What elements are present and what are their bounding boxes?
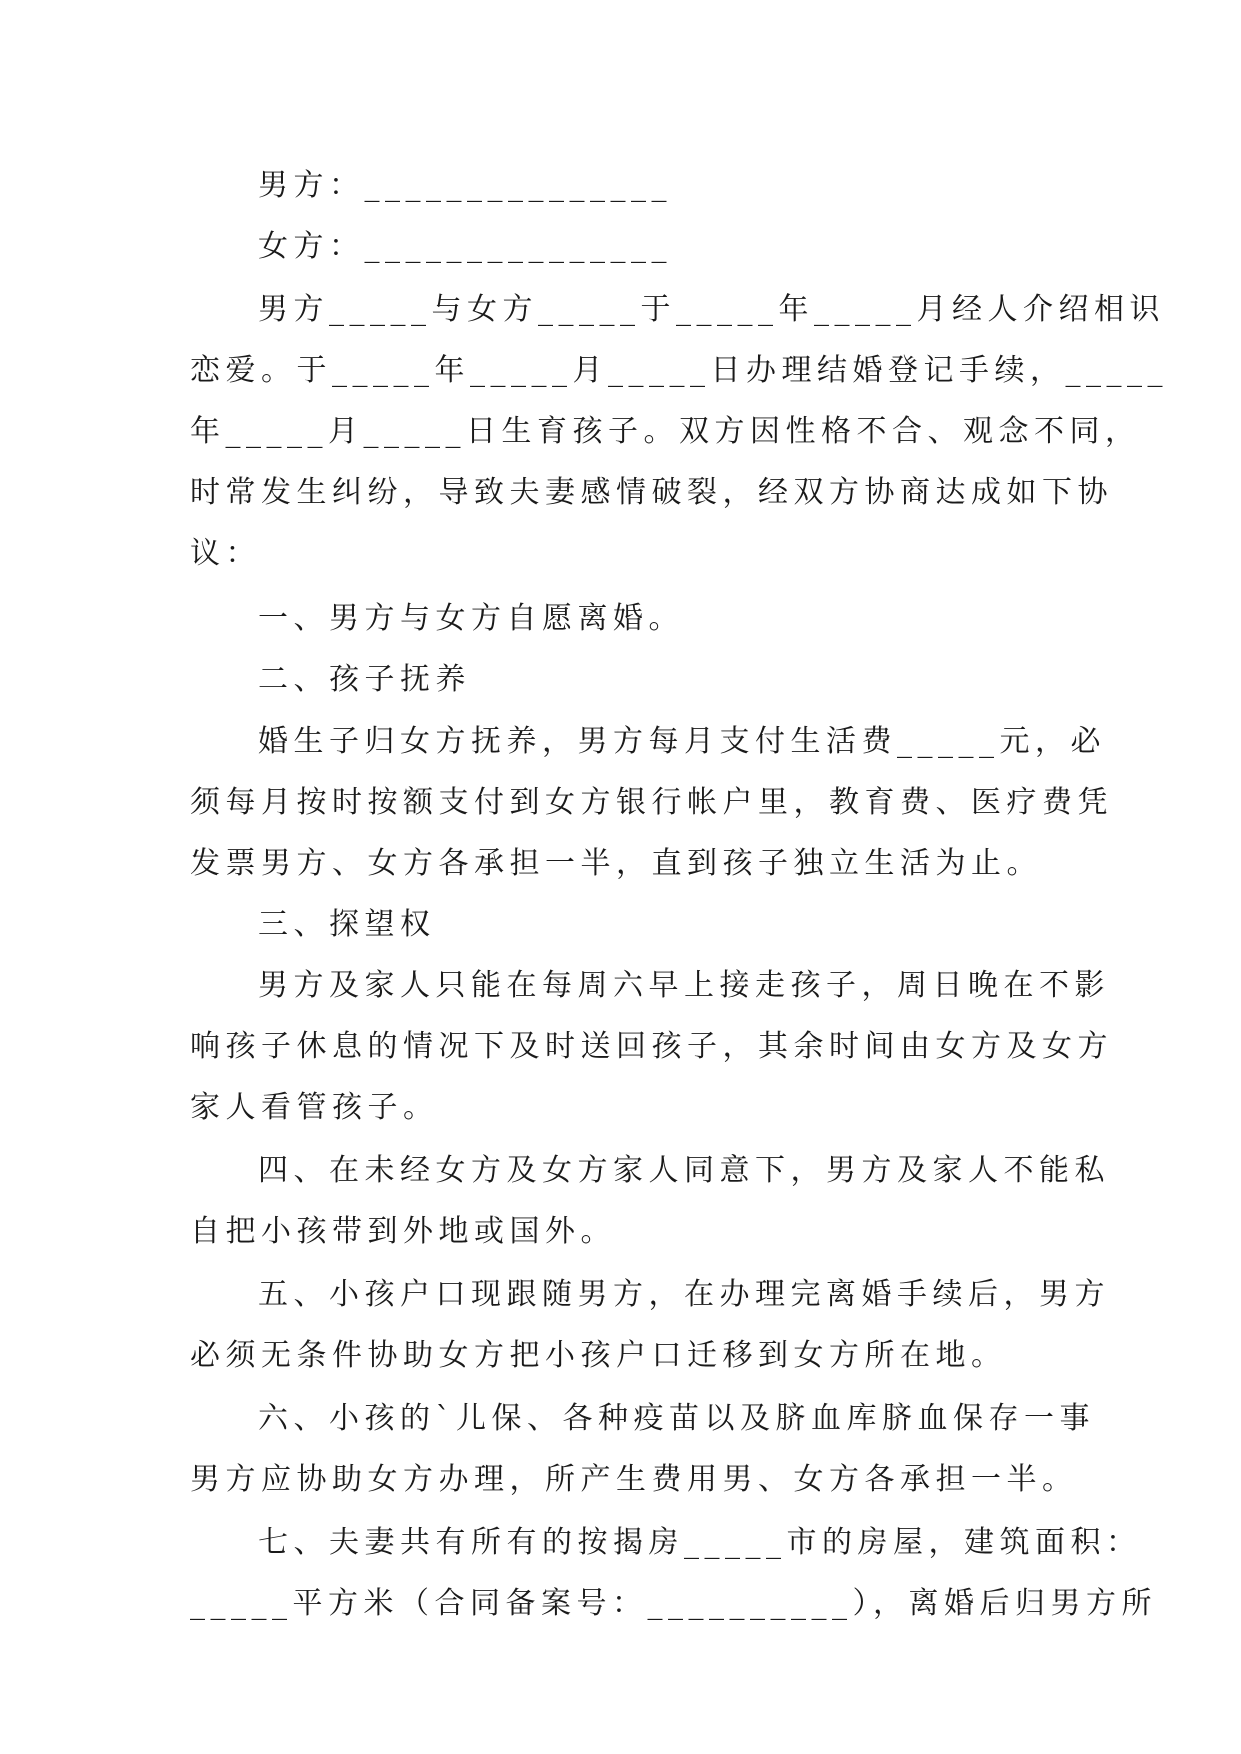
paragraph-line: 恋爱。于_____年_____月_____日办理结婚登记手续，_____ — [190, 353, 1168, 388]
paragraph-line: 必须无条件协助女方把小孩户口迁移到女方所在地。 — [190, 1338, 1007, 1373]
paragraph-line: 时常发生纠纷，导致夫妻感情破裂，经双方协商达成如下协 — [190, 475, 1113, 510]
clause-heading-3: 三、探望权 — [258, 907, 436, 942]
paragraph-line: 男方应协助女方办理，所产生费用男、女方各承担一半。 — [190, 1462, 1078, 1497]
paragraph-line: 家人看管孩子。 — [190, 1090, 439, 1125]
paragraph-line: 响孩子休息的情况下及时送回孩子，其余时间由女方及女方 — [190, 1029, 1113, 1064]
clause-7-line: 七、夫妻共有所有的按揭房_____市的房屋，建筑面积： — [258, 1525, 1142, 1560]
paragraph-line: 男方及家人只能在每周六早上接走孩子，周日晚在不影 — [258, 968, 1110, 1003]
paragraph-line: 自把小孩带到外地或国外。 — [190, 1214, 616, 1249]
paragraph-line: 年_____月_____日生育孩子。双方因性格不合、观念不同， — [190, 414, 1141, 449]
clause-6-line: 六、小孩的`儿保、各种疫苗以及脐血库脐血保存一事 — [258, 1401, 1095, 1436]
clause-heading-1: 一、男方与女方自愿离婚。 — [258, 601, 684, 636]
paragraph-line: 婚生子归女方抚养，男方每月支付生活费_____元，必 — [258, 724, 1106, 759]
paragraph-line: _____平方米（合同备案号：__________），离婚后归男方所 — [190, 1586, 1157, 1621]
female-party-line: 女方：_______________ — [258, 229, 672, 264]
clause-4-line: 四、在未经女方及女方家人同意下，男方及家人不能私 — [258, 1153, 1110, 1188]
paragraph-line: 须每月按时按额支付到女方银行帐户里，教育费、医疗费凭 — [190, 785, 1113, 820]
clause-5-line: 五、小孩户口现跟随男方，在办理完离婚手续后，男方 — [258, 1277, 1110, 1312]
clause-heading-2: 二、孩子抚养 — [258, 662, 471, 697]
paragraph-line: 发票男方、女方各承担一半，直到孩子独立生活为止。 — [190, 846, 1042, 881]
male-party-line: 男方：_______________ — [258, 168, 672, 203]
paragraph-line: 男方_____与女方_____于_____年_____月经人介绍相识 — [258, 292, 1165, 327]
paragraph-line: 议： — [190, 536, 261, 571]
